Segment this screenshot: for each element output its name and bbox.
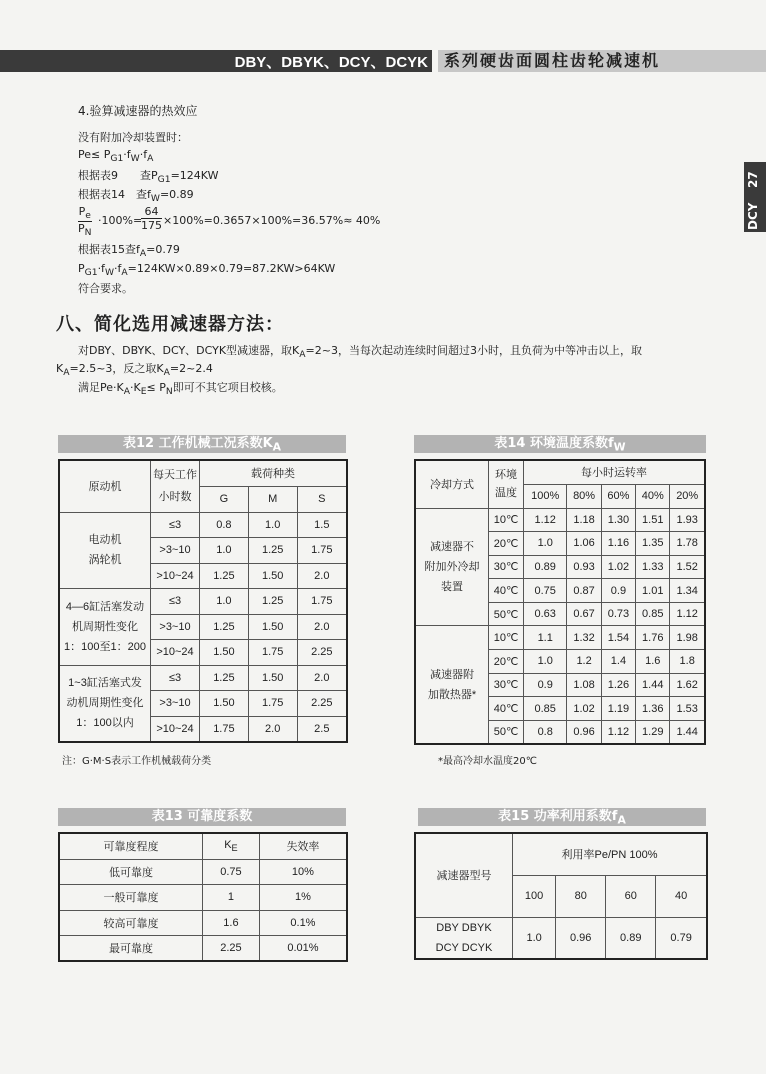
table12-note: 注：G·M·S表示工作机械载荷分类: [62, 756, 212, 767]
table12: [58, 459, 348, 743]
table-cell: 0.75: [524, 579, 567, 603]
table-cell: 环境 温度: [489, 460, 524, 508]
table-cell: 1.75: [200, 716, 249, 742]
table-cell: 1.02: [567, 697, 601, 721]
table-cell: 1.50: [248, 665, 297, 691]
table-cell: 100%: [524, 484, 567, 508]
table-row: [415, 626, 705, 650]
paragraph: 满足$Pe\cdot K_A\cdot K_E\le P_N$即可不其它项目校核。: [78, 381, 283, 398]
table-cell: 30℃: [489, 673, 524, 697]
table-cell: 失效率: [259, 833, 347, 859]
table-cell: DBY DBYK DCY DCYK: [415, 917, 513, 959]
table13-caption: 表13 可靠度系数: [58, 808, 346, 826]
text-line: $P_{G1}\cdot f_W\cdot f_A=124KW\times 0.89\times 0.79=87.2KW>64KW$: [78, 262, 336, 279]
page-header: [0, 50, 766, 72]
table-cell: 每天工作 小时数: [151, 460, 200, 512]
table-cell: 1.25: [200, 563, 249, 589]
table-cell: 2.0: [297, 665, 347, 691]
table-cell: 利用率Pe/PN 100%: [513, 833, 708, 875]
table-cell: 1.50: [248, 563, 297, 589]
table-cell: 10℃: [489, 508, 524, 532]
table-cell: 1.08: [567, 673, 601, 697]
table-cell: 1.25: [200, 665, 249, 691]
table-cell: M: [248, 486, 297, 512]
table-cell: 减速器不 附加外冷却 装置: [415, 508, 489, 626]
table-cell: 0.8: [524, 720, 567, 744]
table-cell: 1.0: [513, 917, 556, 959]
table-row: [59, 589, 347, 615]
table-row: [59, 936, 347, 962]
table-cell: 0.89: [524, 555, 567, 579]
side-tab: [744, 162, 766, 232]
table-cell: 可靠度程度: [59, 833, 202, 859]
table-cell: 1.44: [670, 720, 705, 744]
section4-heading: 4.验算减速器的热效应: [78, 104, 198, 118]
table-cell: 冷却方式: [415, 460, 489, 508]
table-cell: 1.75: [297, 538, 347, 564]
header-title-cn: 系列硬齿面圆柱齿轮减速机: [438, 50, 766, 72]
table15: [414, 832, 708, 960]
table-cell: 1.93: [670, 508, 705, 532]
table-cell: >10~24: [151, 716, 200, 742]
formula-part: ×100%=0.3657×100%=36.57%≈ 40%: [163, 214, 381, 227]
table-cell: 80%: [567, 484, 601, 508]
table-row: [59, 885, 347, 911]
table-cell: 10%: [259, 859, 347, 885]
table-cell: 1.44: [636, 673, 670, 697]
table-row: [415, 460, 705, 484]
table-cell: 1.33: [636, 555, 670, 579]
table14: [414, 459, 706, 745]
table-cell: 20%: [670, 484, 705, 508]
section8-heading: 八、简化选用减速器方法：: [56, 314, 284, 335]
table-cell: 1.12: [601, 720, 635, 744]
table-cell: 电动机 涡轮机: [59, 512, 151, 589]
page-number: 27: [746, 171, 760, 188]
table-cell: 1.26: [601, 673, 635, 697]
table-cell: 1.0: [524, 650, 567, 674]
side-tab-label: DCY: [746, 202, 760, 230]
table-cell: 1.0: [200, 589, 249, 615]
table-cell: 0.96: [567, 720, 601, 744]
table-cell: 1.75: [248, 691, 297, 717]
table-cell: 1.6: [636, 650, 670, 674]
table-cell: 1.19: [601, 697, 635, 721]
table-cell: 2.25: [297, 691, 347, 717]
fraction-numerator: $P_e$: [78, 205, 91, 222]
table-cell: 1.25: [248, 589, 297, 615]
table-cell: ≤3: [151, 512, 200, 538]
table-cell: 1.1: [524, 626, 567, 650]
text-line: $Pe\le P_{G1}\cdot f_W\cdot f_A$: [78, 148, 154, 165]
table-row: [59, 833, 347, 859]
table-cell: 1.01: [636, 579, 670, 603]
table-row: [59, 910, 347, 936]
table-cell: 1.0: [200, 538, 249, 564]
table-cell: 1.75: [248, 640, 297, 666]
table-row: [415, 833, 707, 875]
table-cell: 1.34: [670, 579, 705, 603]
table-cell: 0.89: [606, 917, 656, 959]
table-cell: 1.50: [200, 640, 249, 666]
table-row: [59, 460, 347, 486]
table-cell: 1.25: [200, 614, 249, 640]
table-cell: 0.85: [636, 602, 670, 626]
table-cell: 最可靠度: [59, 936, 202, 962]
table-cell: 1.50: [200, 691, 249, 717]
table-cell: 减速器型号: [415, 833, 513, 917]
table-cell: 30℃: [489, 555, 524, 579]
table-cell: 1.6: [202, 910, 259, 936]
table-cell: 1.54: [601, 626, 635, 650]
table-cell: 较高可靠度: [59, 910, 202, 936]
table-cell: 10℃: [489, 626, 524, 650]
table-cell: 1.02: [601, 555, 635, 579]
table-row: [415, 508, 705, 532]
table-cell: 1.5: [297, 512, 347, 538]
table-cell: 一般可靠度: [59, 885, 202, 911]
table-row: [415, 917, 707, 959]
text-line: 根据表15查$f_A=0.79$: [78, 243, 180, 260]
table-cell: 0.67: [567, 602, 601, 626]
table-cell: 1: [202, 885, 259, 911]
table-cell: 低可靠度: [59, 859, 202, 885]
table-cell: 4—6缸活塞发动 机周期性变化 1：100至1：200: [59, 589, 151, 666]
table-cell: 0.1%: [259, 910, 347, 936]
header-title-en: DBY、DBYK、DCY、DCYK: [234, 54, 428, 71]
table-cell: 0.9: [601, 579, 635, 603]
table-cell: 40: [656, 875, 707, 917]
table-cell: 1.78: [670, 532, 705, 556]
fraction-denominator: $P_N$: [78, 222, 92, 239]
table-row: [59, 512, 347, 538]
table-cell: ≤3: [151, 665, 200, 691]
table-cell: 1.98: [670, 626, 705, 650]
table-cell: 2.0: [297, 563, 347, 589]
table-cell: >3~10: [151, 614, 200, 640]
table-cell: >3~10: [151, 538, 200, 564]
table14-note: *最高冷却水温度20℃: [438, 756, 537, 767]
table-cell: 1.76: [636, 626, 670, 650]
table-cell: 20℃: [489, 532, 524, 556]
table-row: [59, 859, 347, 885]
table-cell: 0.8: [200, 512, 249, 538]
table12-caption: 表12 工作机械工况系数$K_A$: [58, 435, 346, 453]
table-row: [59, 665, 347, 691]
table-cell: ≤3: [151, 589, 200, 615]
table-cell: 0.79: [656, 917, 707, 959]
table-cell: G: [200, 486, 249, 512]
paragraph: 对DBY、DBYK、DCY、DCYK型减速器，取$K_A=2\sim 3$，当每次起动连续时间超过3小时，且负荷为中等冲击以上，取: [78, 344, 642, 361]
table-cell: 原动机: [59, 460, 151, 512]
table-cell: 1.35: [636, 532, 670, 556]
table-cell: >10~24: [151, 563, 200, 589]
table-cell: 0.63: [524, 602, 567, 626]
table-cell: 1.32: [567, 626, 601, 650]
table-cell: 减速器附 加散热器*: [415, 626, 489, 744]
table-cell: 40℃: [489, 579, 524, 603]
table-cell: 50℃: [489, 720, 524, 744]
table-cell: 0.85: [524, 697, 567, 721]
table-cell: 0.96: [556, 917, 606, 959]
table-cell: $K_E$: [202, 833, 259, 859]
fraction-denominator: 175: [141, 219, 162, 232]
text-line: 根据表9 查$P_{G1}=124KW$: [78, 169, 219, 186]
table-cell: 1.18: [567, 508, 601, 532]
table-cell: 40℃: [489, 697, 524, 721]
table-cell: 60%: [601, 484, 635, 508]
table-cell: 1.36: [636, 697, 670, 721]
paragraph: $K_A=2.5\sim 3$，反之取$K_A=2\sim 2.4$: [56, 362, 213, 379]
table-cell: 0.01%: [259, 936, 347, 962]
table-cell: 1.50: [248, 614, 297, 640]
table-cell: 0.75: [202, 859, 259, 885]
table-cell: S: [297, 486, 347, 512]
table-cell: 2.5: [297, 716, 347, 742]
table-cell: 1.12: [670, 602, 705, 626]
table-cell: 1.25: [248, 538, 297, 564]
table-cell: 50℃: [489, 602, 524, 626]
table-cell: 2.0: [248, 716, 297, 742]
table-cell: 1.4: [601, 650, 635, 674]
table-cell: 100: [513, 875, 556, 917]
table-cell: 1.29: [636, 720, 670, 744]
table-cell: 1%: [259, 885, 347, 911]
table-cell: 1.52: [670, 555, 705, 579]
table-cell: 1~3缸活塞式发 动机周期性变化 1：100以内: [59, 665, 151, 742]
table-cell: 1.16: [601, 532, 635, 556]
table-cell: 1.30: [601, 508, 635, 532]
table-cell: 1.06: [567, 532, 601, 556]
table-cell: 2.25: [202, 936, 259, 962]
table-cell: 2.0: [297, 614, 347, 640]
table-cell: 20℃: [489, 650, 524, 674]
table-cell: 1.51: [636, 508, 670, 532]
table-cell: 1.62: [670, 673, 705, 697]
table-cell: 0.93: [567, 555, 601, 579]
table-cell: 0.87: [567, 579, 601, 603]
table-cell: 60: [606, 875, 656, 917]
table-cell: 1.12: [524, 508, 567, 532]
table-cell: 1.8: [670, 650, 705, 674]
table-cell: 0.73: [601, 602, 635, 626]
table-cell: 2.25: [297, 640, 347, 666]
table-cell: 80: [556, 875, 606, 917]
table13: [58, 832, 348, 962]
formula-part: ·100%=: [98, 214, 143, 227]
table-cell: >3~10: [151, 691, 200, 717]
table-cell: 1.2: [567, 650, 601, 674]
fraction-64-175: [141, 205, 162, 232]
table-cell: >10~24: [151, 640, 200, 666]
table-cell: 1.0: [248, 512, 297, 538]
fraction-pe-pn: [78, 205, 92, 238]
text-line: 符合要求。: [78, 282, 133, 295]
table-cell: 1.75: [297, 589, 347, 615]
table-cell: 1.0: [524, 532, 567, 556]
table-cell: 载荷种类: [200, 460, 348, 486]
table-cell: 1.53: [670, 697, 705, 721]
table14-caption: 表14 环境温度系数$f_W$: [414, 435, 706, 453]
text-line: 没有附加冷却装置时：: [78, 131, 188, 144]
table-cell: 每小时运转率: [524, 460, 706, 484]
table15-caption: 表15 功率利用系数$f_A$: [418, 808, 706, 826]
table-cell: 40%: [636, 484, 670, 508]
text-line: 根据表14 查$f_W=0.89$: [78, 188, 194, 205]
fraction-numerator: 64: [144, 205, 159, 218]
table-cell: 0.9: [524, 673, 567, 697]
